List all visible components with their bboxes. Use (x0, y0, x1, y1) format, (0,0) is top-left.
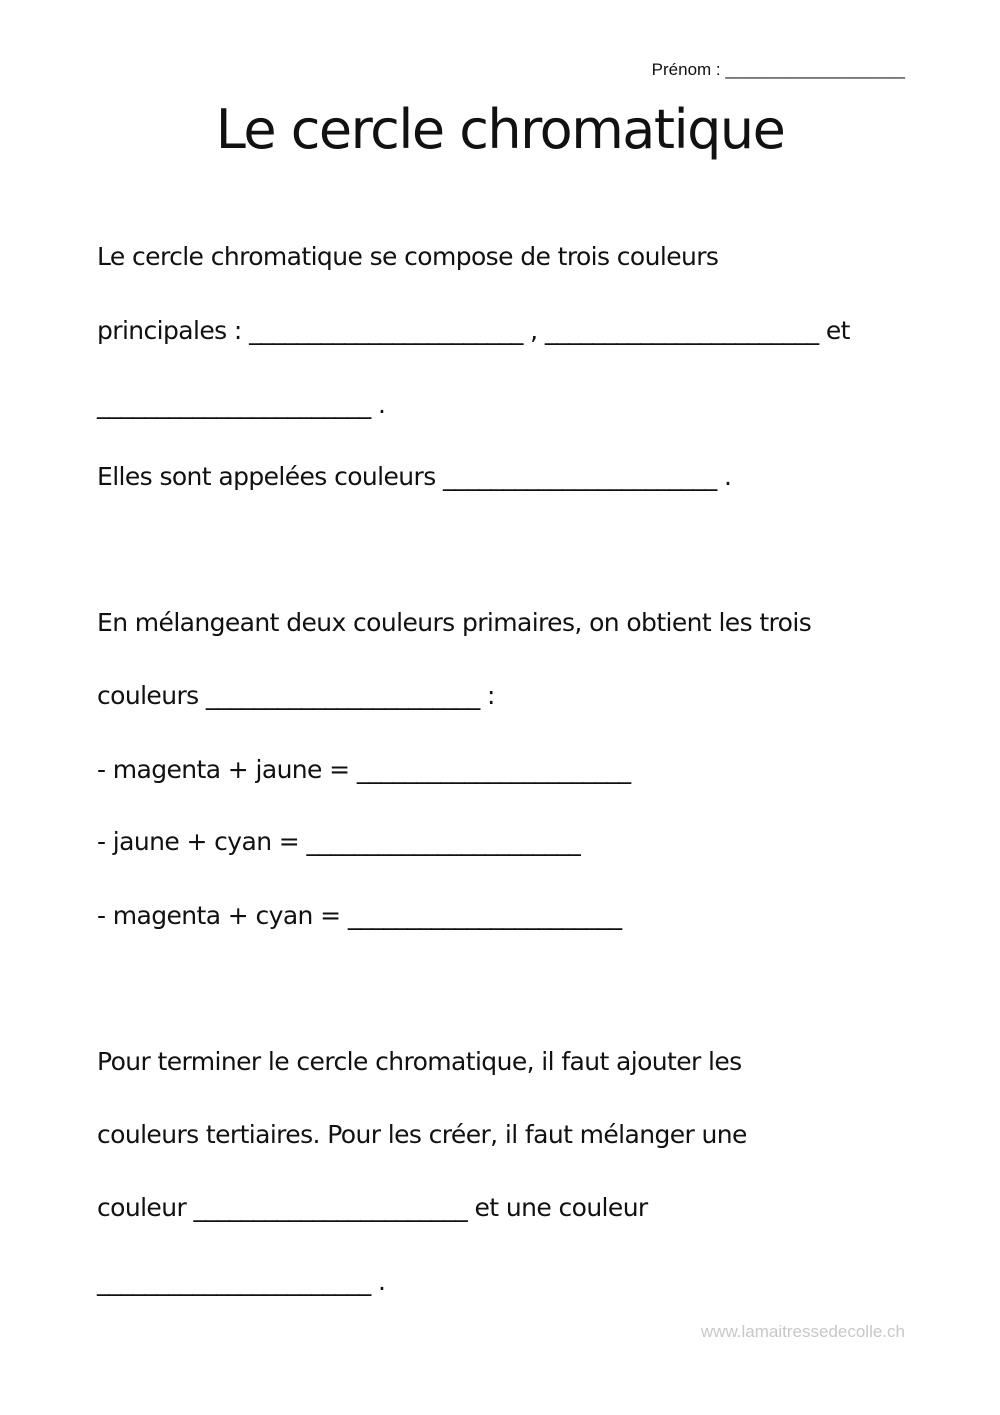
page-title: Le cercle chromatique (215, 98, 785, 161)
section3-line2: couleurs tertiaires. Pour les créer, il faut mélanger une (97, 1120, 747, 1149)
section2-line4: - jaune + cyan = _______________________ (97, 827, 581, 856)
section1-line4: Elles sont appelées couleurs _______________________ . (97, 462, 732, 491)
footer-website: www.lamaitressedecolle.ch (700, 1322, 905, 1341)
section1-line2: principales : _______________________ , _______________________ et (97, 316, 850, 345)
section2-line2: couleurs _______________________ : (97, 681, 495, 710)
section2-line3: - magenta + jaune = _______________________ (97, 755, 631, 784)
name-field-label: Prénom : ___________________ (651, 60, 905, 79)
section1-line3: _______________________ . (97, 390, 386, 419)
section3-line1: Pour terminer le cercle chromatique, il faut ajouter les (97, 1047, 742, 1076)
section3-line3: couleur _______________________ et une couleur (97, 1193, 648, 1222)
section2-line5: - magenta + cyan = _______________________ (97, 901, 622, 930)
section2-line1: En mélangeant deux couleurs primaires, on obtient les trois (97, 608, 812, 637)
section3-line4: _______________________ . (97, 1267, 386, 1296)
section1-line1: Le cercle chromatique se compose de trois couleurs (97, 242, 719, 271)
